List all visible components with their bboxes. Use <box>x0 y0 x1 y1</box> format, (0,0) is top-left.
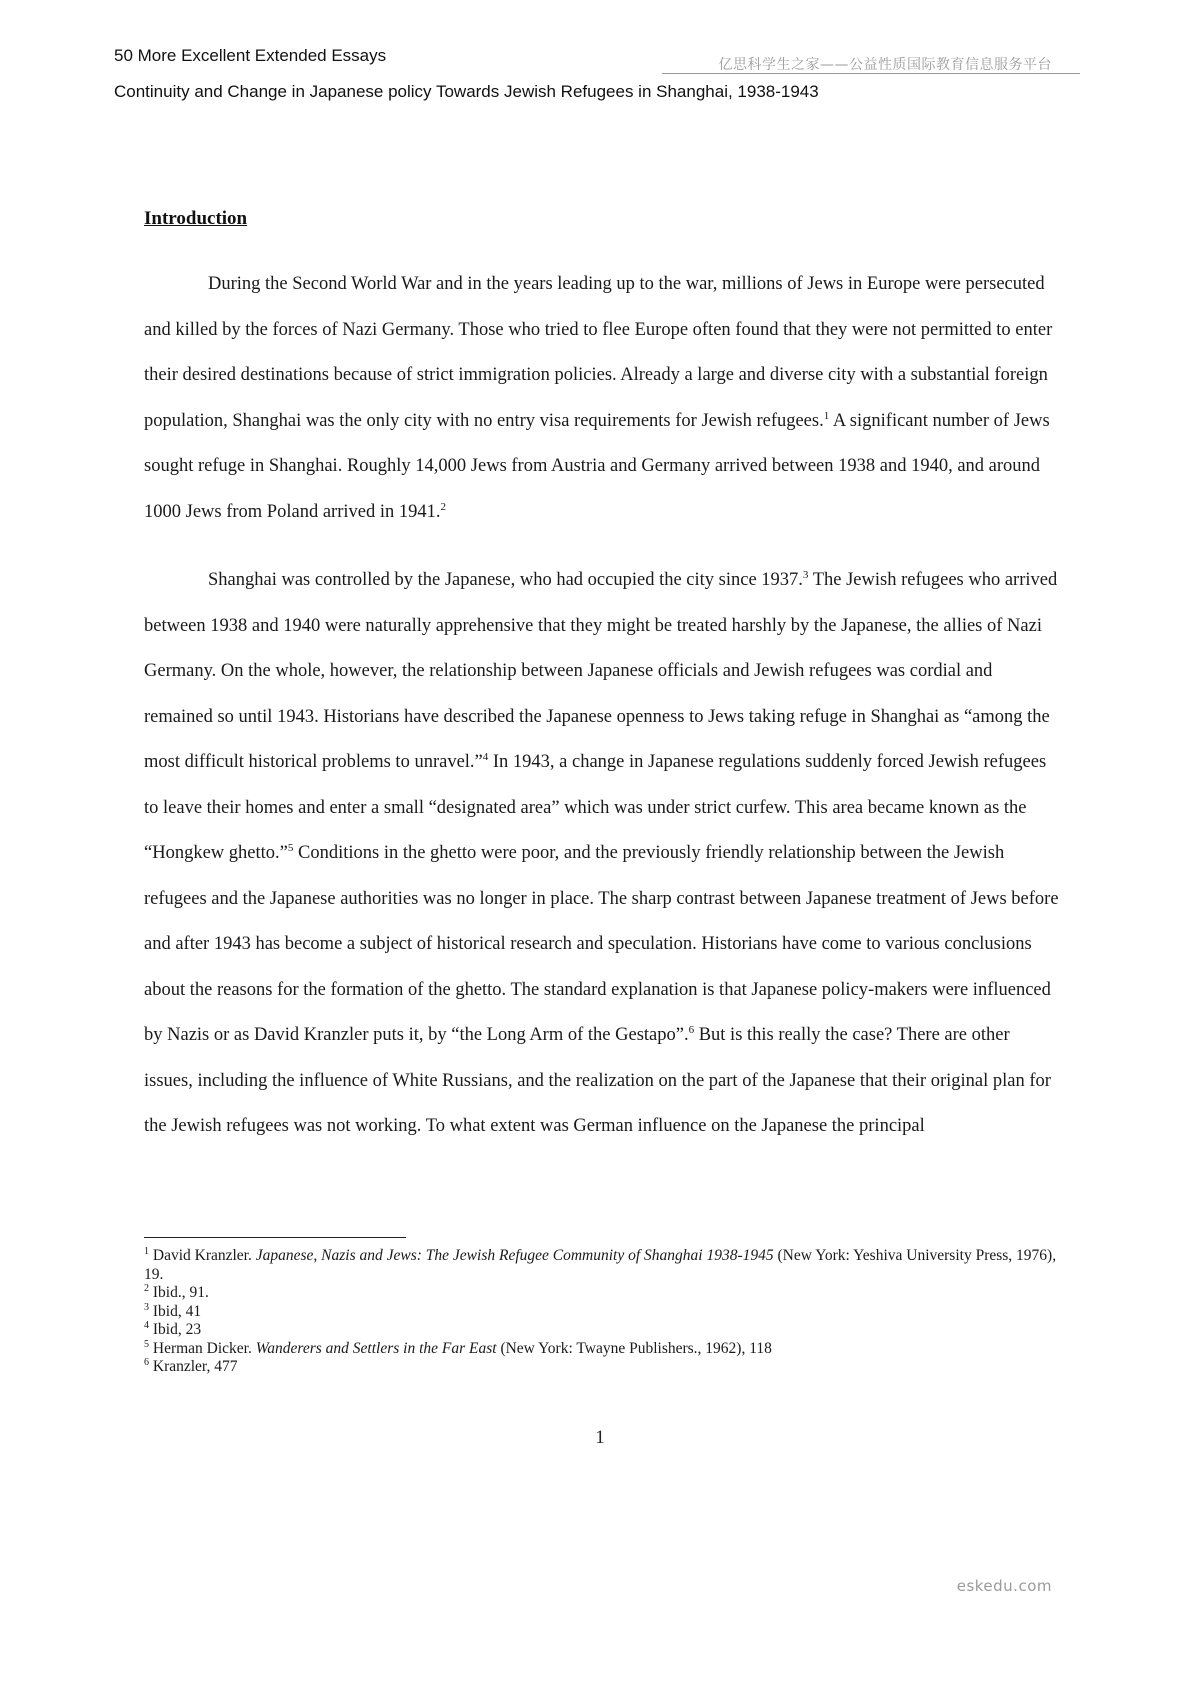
paragraph-text: The Jewish refugees who arrived between 1938 and 1940 were naturally apprehensive that they might be treated harshly by the Japanese, the allies of Nazi Germany. On the whole, however, the relationship between Japanese officials and Jewish refugees was cordial and remained so until 1943. Historians have described the Japanese openness to Jews taking refuge in Shanghai as “among the most difficult historical problems to unravel.” <box>144 570 1058 772</box>
footnote-text: Kranzler, 477 <box>152 1358 238 1375</box>
footnote-number: 5 <box>144 1338 149 1350</box>
footnote-text: David Kranzler. <box>152 1247 256 1264</box>
essay-title: Continuity and Change in Japanese policy Towards Jewish Refugees in Shanghai, 1938-1943 <box>114 82 819 101</box>
footnote-source-title: Japanese, Nazis and Jews: The Jewish Refugee Community of Shanghai 1938-1945 <box>255 1247 774 1264</box>
paragraph-text: A significant number of Jews sought refuge in Shanghai. Roughly 14,000 Jews from Austria and Germany arrived between 1938 and 1940, and around 1000 Jews from Poland arrived in 1941. <box>144 410 1050 522</box>
footnote <box>144 1358 1059 1377</box>
footnote <box>144 1247 1059 1284</box>
footnote <box>144 1303 1059 1322</box>
footnote-ref: 1 <box>823 409 830 422</box>
footnote-text: Ibid, 23 <box>152 1321 202 1338</box>
footnote-text: Ibid., 91. <box>152 1284 209 1301</box>
footnote-ref: 2 <box>440 500 446 513</box>
footnote-ref: 6 <box>688 1023 695 1036</box>
footnote-text: (New York: Yeshiva University Press, 1976), 19. <box>144 1247 1057 1283</box>
collection-title: 50 More Excellent Extended Essays <box>114 46 387 65</box>
footnote-text: (New York: Twayne Publishers., 1962), 118 <box>496 1339 772 1357</box>
paragraph-text: Conditions in the ghetto were poor, and the previously friendly relationship between the Jewish refugees and the Japanese authorities was no longer in place. The sharp contrast between Japanese treatment of Jews before and after 1943 has become a subject of historical research and speculation. Historians have come to various conclusions about the reasons for the formation of the ghetto. The standard explanation is that Japanese policy-makers were influenced by Nazis or as David Kranzler puts it, by “the Long Arm of the Gestapo”. <box>144 843 1059 1045</box>
footnote-number: 3 <box>144 1301 149 1313</box>
header-divider <box>662 73 1080 74</box>
footnote-number: 1 <box>144 1245 149 1257</box>
footnote <box>144 1340 1059 1359</box>
paragraph-text: But is this really the case? There are other issues, including the influence of White Russians, and the realization on the part of the Japanese that their original plan for the Jewish refugees was not working. To what extent was German influence on the Japanese the principal <box>144 1025 1051 1136</box>
paragraph-text: During the Second World War and in the years leading up to the war, millions of Jews in Europe were persecuted and killed by the forces of Nazi Germany. Those who tried to flee Europe often found that they were not permitted to enter their desired destinations because of strict immigration policies. Already a large and diverse city with a substantial foreign population, Shanghai was the only city with no entry visa requirements for Jewish refugees. <box>144 274 1053 431</box>
footnote-number: 6 <box>144 1356 149 1368</box>
body-text <box>144 262 1059 1150</box>
footnote-ref: 5 <box>287 841 294 854</box>
section-heading: Introduction <box>144 208 248 229</box>
footnote-text: Herman Dicker. <box>152 1339 256 1357</box>
site-banner: 亿思科学生之家——公益性质国际教育信息服务平台 <box>718 57 1052 73</box>
paragraph <box>144 262 1059 535</box>
footnote-source-title: Wanderers and Settlers in the Far East <box>255 1339 497 1357</box>
watermark: eskedu.com <box>956 1577 1052 1595</box>
paragraph-text: Shanghai was controlled by the Japanese, who had occupied the city since 1937. <box>208 570 803 590</box>
paragraph-text: In 1943, a change in Japanese regulations suddenly forced Jewish refugees to leave their homes and enter a small “designated area” which was under strict curfew. This area became known as the “Hongkew ghetto.” <box>144 752 1047 863</box>
footnote-text: Ibid, 41 <box>152 1302 202 1320</box>
paragraph <box>144 558 1059 1150</box>
page-number: 1 <box>595 1427 605 1448</box>
footnote-ref: 3 <box>802 568 809 581</box>
footnote-number: 4 <box>144 1319 149 1331</box>
footnote <box>144 1321 1059 1340</box>
footnote <box>144 1284 1059 1303</box>
footnotes <box>144 1247 1059 1377</box>
footnote-ref: 4 <box>482 750 489 763</box>
footnote-divider <box>144 1237 406 1238</box>
footnote-number: 2 <box>144 1282 149 1294</box>
